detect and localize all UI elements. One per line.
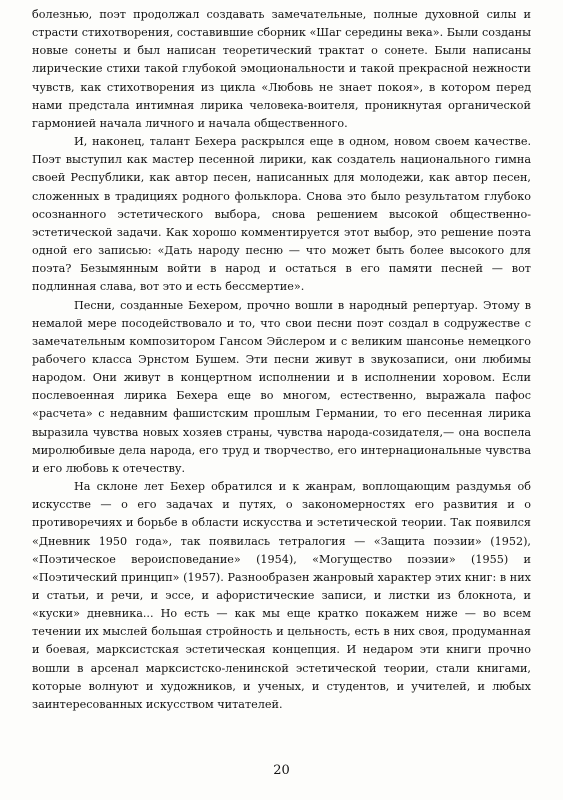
paragraph-1: болезнью, поэт продолжал создавать замечательные, полные духовной силы и страсти стихотворения, составившие сборник «Шаг середины века». Были созданы новые сонеты и был написан теоретический трактат о сонете. Были написаны лирические стихи такой глубокой эмоциональности и такой прекрасной нежности чувств, как стихотворения из цикла «Любовь не знает покоя», в котором перед нами предстала интимная лирика человека-воителя, проникнутая органической гармонией начала личного и начала общественного. (32, 8, 531, 130)
paragraph-3: Песни, созданные Бехером, прочно вошли в народный репертуар. Этому в немалой мере посодействовало и то, что свои песни поэт создал в содружестве с замечательным композитором Гансом Эйслером и с великим шансонье немецкого рабочего класса Эрнстом Бушем. Эти песни живут в звукозаписи, они любимы народом. Они живут в концертном исполнении и в исполнении хоровом. Если послевоенная лирика Бехера еще во многом, естественно, выражала пафос «расчета» с недавним фашистским прошлым Германии, то его песенная лирика выразила чувства новых хозяев страны, чувства народа-созидателя,— она воспела миролюбивые дела народа, его труд и творчество, его интернациональные чувства и его любовь к отечеству. (32, 298, 531, 475)
paragraph-2: И, наконец, талант Бехера раскрылся еще в одном, новом своем качестве. Поэт выступил как мастер песенной лирики, как создатель национального гимна своей Республики, как автор песен, написанных для молодежи, как автор песен, сложенных в традициях родного фольклора. Снова это было результатом глубоко осознанного эстетического выбора, снова решением высокой общественно-эстетической задачи. Как хорошо комментируется этот выбор, это решение поэта одной его записью: «Дать народу песню — что может быть более высокого для поэта? Безымянным войти в народ и остаться в его памяти песней — вот подлинная слава, вот это и есть бессмертие». (32, 135, 531, 294)
body-text (32, 6, 531, 714)
paragraph-4: На склоне лет Бехер обратился и к жанрам, воплощающим раздумья об искусстве — о его задачах и путях, о закономерностях его развития и о противоречиях и борьбе в области искусства и эстетической теории. Так появился «Дневник 1950 года», так появилась тетралогия — «Защита поэзии» (1952), «Поэтическое вероисповедание» (1954), «Могущество поэзии» (1955) и «Поэтический принцип» (1957). Разнообразен жанровый характер этих книг: в них и статьи, и речи, и эссе, и афористические записи, и листки из блокнота, и «куски» дневника... Но есть — как мы еще кратко покажем ниже — во всем течении их мыслей большая стройность и цельность, есть в них своя, продуманная и боевая, марксистская эстетическая концепция. И недаром эти книги прочно вошли в арсенал марксистско-ленинской эстетической теории, стали книгами, которые волнуют и художников, и ученых, и студентов, и учителей, и любых заинтересованных искусством читателей. (32, 480, 531, 711)
page-number: 20 (273, 763, 290, 778)
